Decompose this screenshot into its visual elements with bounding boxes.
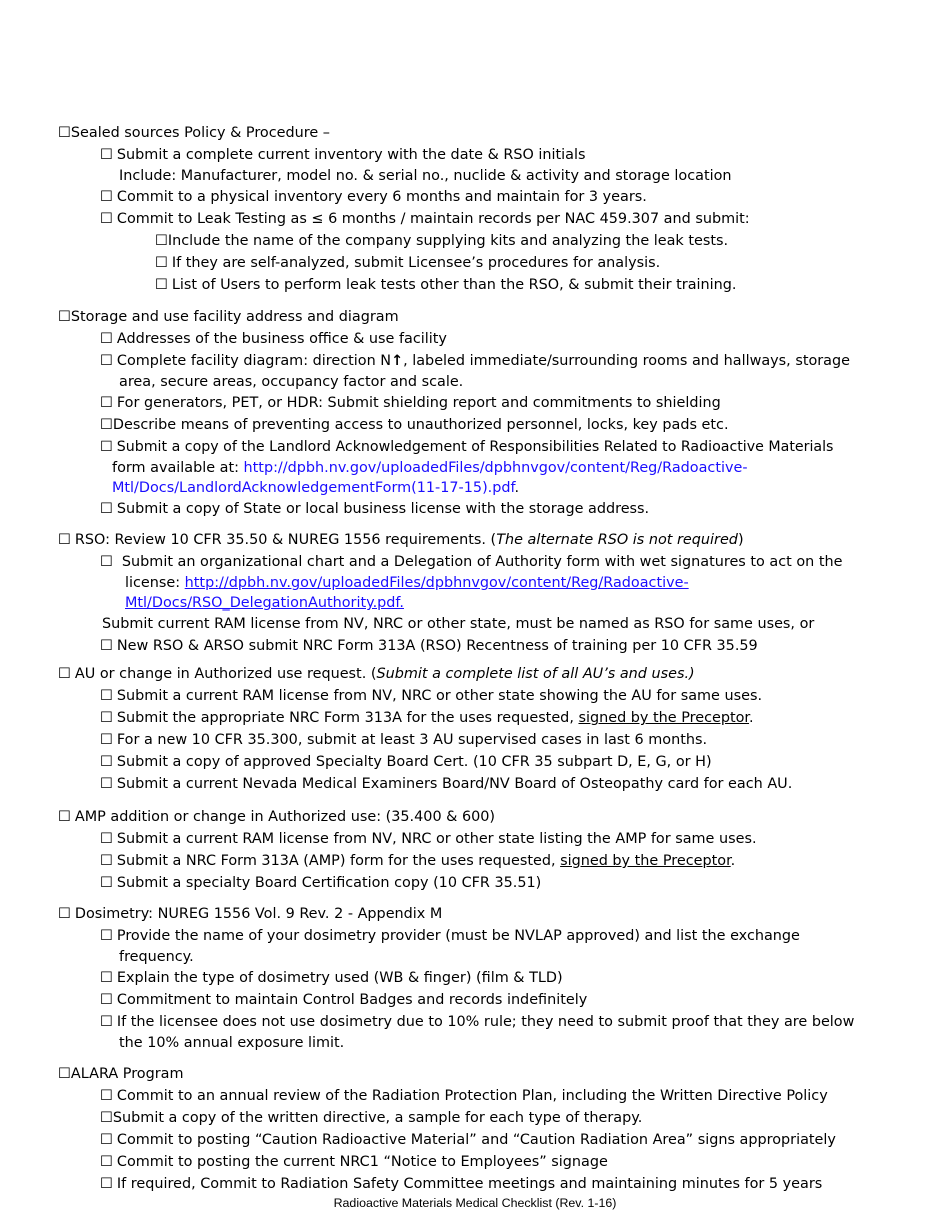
list-item: ☐ Commit to Leak Testing as ≤ 6 months / maintain records per NAC 459.307 and submit: xyxy=(58,208,928,230)
checkbox-icon[interactable]: ☐ xyxy=(58,1066,71,1082)
list-item: ☐ Submit an organizational chart and a Delegation of Authority form with wet signatures to act on the xyxy=(58,551,928,573)
sub-item: ☐ List of Users to perform leak tests other than the RSO, & submit their training. xyxy=(58,274,928,296)
checkbox-icon[interactable]: ☐ xyxy=(100,754,113,770)
checkbox-icon[interactable]: ☐ xyxy=(100,417,113,433)
list-item: ☐ If required, Commit to Radiation Safety Committee meetings and maintaining minutes for 5 years xyxy=(58,1173,928,1195)
section-title: ☐Storage and use facility address and diagram xyxy=(58,306,928,328)
list-item: ☐ Submit a copy of State or local business license with the storage address. xyxy=(58,498,928,520)
section-sealed-sources xyxy=(58,122,928,296)
section-title: ☐ Dosimetry: NUREG 1556 Vol. 9 Rev. 2 - Appendix M xyxy=(58,903,928,925)
checkbox-icon[interactable]: ☐ xyxy=(100,147,113,163)
checkbox-icon[interactable]: ☐ xyxy=(100,353,113,369)
list-item: ☐ Submit a copy of the Landlord Acknowledgement of Responsibilities Related to Radioactive Materials xyxy=(58,436,928,458)
checkbox-icon[interactable]: ☐ xyxy=(100,875,113,891)
list-item: ☐ Submit a current Nevada Medical Examiners Board/NV Board of Osteopathy card for each AU. xyxy=(58,773,928,795)
list-item: ☐ For a new 10 CFR 35.300, submit at least 3 AU supervised cases in last 6 months. xyxy=(58,729,928,751)
section-amp xyxy=(58,806,928,894)
checkbox-icon[interactable]: ☐ xyxy=(100,501,113,517)
list-item-continuation: Mtl/Docs/LandlordAcknowledgementForm(11-17-15).pdf. xyxy=(112,480,520,496)
checkbox-icon[interactable]: ☐ xyxy=(100,1176,113,1192)
section-alara xyxy=(58,1063,928,1195)
checkbox-icon[interactable]: ☐ xyxy=(100,1154,113,1170)
north-arrow-icon: ↑ xyxy=(391,353,404,369)
list-item: ☐ New RSO & ARSO submit NRC Form 313A (RSO) Recentness of training per 10 CFR 35.59 xyxy=(58,635,928,657)
section-title: ☐ AU or change in Authorized use request. (Submit a complete list of all AU’s and uses.) xyxy=(58,663,928,685)
checkbox-icon[interactable]: ☐ xyxy=(58,666,71,682)
list-item: ☐ Submit a current RAM license from NV, NRC or other state listing the AMP for same uses. xyxy=(58,828,928,850)
checkbox-icon[interactable]: ☐ xyxy=(58,125,71,141)
list-item: ☐ Submit the appropriate NRC Form 313A for the uses requested, signed by the Preceptor. xyxy=(58,707,928,729)
checkbox-icon[interactable]: ☐ xyxy=(58,809,71,825)
checkbox-icon[interactable]: ☐ xyxy=(100,732,113,748)
list-item: ☐ Provide the name of your dosimetry provider (must be NVLAP approved) and list the exchange xyxy=(58,925,928,947)
checkbox-icon[interactable]: ☐ xyxy=(100,1014,113,1030)
list-item: ☐ Complete facility diagram: direction N↑, labeled immediate/surrounding rooms and hallways, storage xyxy=(58,350,928,372)
checkbox-icon[interactable]: ☐ xyxy=(100,831,113,847)
list-item: ☐ Submit a complete current inventory with the date & RSO initials xyxy=(58,144,928,166)
checkbox-icon[interactable]: ☐ xyxy=(100,1110,113,1126)
landlord-form-link-cont[interactable]: Mtl/Docs/LandlordAcknowledgementForm(11-17-15).pdf xyxy=(112,480,515,496)
list-item: ☐ For generators, PET, or HDR: Submit shielding report and commitments to shielding xyxy=(58,392,928,414)
checkbox-icon[interactable]: ☐ xyxy=(100,710,113,726)
list-item: ☐ Commit to posting the current NRC1 “Notice to Employees” signage xyxy=(58,1151,928,1173)
checkbox-icon[interactable]: ☐ xyxy=(100,928,113,944)
list-item: ☐ Submit a copy of approved Specialty Board Cert. (10 CFR 35 subpart D, E, G, or H) xyxy=(58,751,928,773)
section-dosimetry xyxy=(58,903,928,1053)
landlord-form-link[interactable]: http://dpbh.nv.gov/uploadedFiles/dpbhnvgov/content/Reg/Radoactive- xyxy=(243,460,748,476)
checkbox-icon[interactable]: ☐ xyxy=(100,688,113,704)
rso-delegation-link[interactable]: http://dpbh.nv.gov/uploadedFiles/dpbhnvgov/content/Reg/Radoactive- xyxy=(184,575,689,591)
checkbox-icon[interactable]: ☐ xyxy=(100,776,113,792)
checkbox-icon[interactable]: ☐ xyxy=(155,255,168,271)
list-item: ☐ Commit to a physical inventory every 6 months and maintain for 3 years. xyxy=(58,186,928,208)
list-item: Submit current RAM license from NV, NRC or other state, must be named as RSO for same uses, or xyxy=(102,616,815,632)
list-item: ☐ Explain the type of dosimetry used (WB & finger) (film & TLD) xyxy=(58,967,928,989)
checkbox-icon[interactable]: ☐ xyxy=(100,395,113,411)
checkbox-icon[interactable]: ☐ xyxy=(100,189,113,205)
section-title: ☐ RSO: Review 10 CFR 35.50 & NUREG 1556 requirements. (The alternate RSO is not required) xyxy=(58,529,928,551)
list-item: ☐ Commit to an annual review of the Radiation Protection Plan, including the Written Directive Policy xyxy=(58,1085,928,1107)
list-item: ☐Submit a copy of the written directive, a sample for each type of therapy. xyxy=(58,1107,928,1129)
list-item-continuation: area, secure areas, occupancy factor and scale. xyxy=(119,374,464,390)
list-item: ☐ Commitment to maintain Control Badges and records indefinitely xyxy=(58,989,928,1011)
checkbox-icon[interactable]: ☐ xyxy=(100,554,113,570)
list-item-continuation xyxy=(58,593,928,613)
list-item-continuation: license: http://dpbh.nv.gov/uploadedFiles/dpbhnvgov/content/Reg/Radoactive- xyxy=(125,575,689,591)
checkbox-icon[interactable]: ☐ xyxy=(58,309,71,325)
checkbox-icon[interactable]: ☐ xyxy=(100,992,113,1008)
checkbox-icon[interactable]: ☐ xyxy=(58,532,71,548)
checkbox-icon[interactable]: ☐ xyxy=(100,331,113,347)
checkbox-icon[interactable]: ☐ xyxy=(100,1088,113,1104)
checkbox-icon[interactable]: ☐ xyxy=(100,970,113,986)
checkbox-icon[interactable]: ☐ xyxy=(100,439,113,455)
checkbox-icon[interactable]: ☐ xyxy=(58,906,71,922)
sub-item: ☐ If they are self-analyzed, submit Licensee’s procedures for analysis. xyxy=(58,252,928,274)
rso-delegation-link-cont[interactable]: Mtl/Docs/RSO_DelegationAuthority.pdf. xyxy=(125,595,404,611)
list-item: ☐ Addresses of the business office & use facility xyxy=(58,328,928,350)
list-item: ☐ Submit a current RAM license from NV, NRC or other state showing the AU for same uses. xyxy=(58,685,928,707)
list-item-continuation: form available at: http://dpbh.nv.gov/uploadedFiles/dpbhnvgov/content/Reg/Radoactive- xyxy=(112,460,748,476)
section-title: ☐Sealed sources Policy & Procedure – xyxy=(58,122,928,144)
list-item-continuation: frequency. xyxy=(119,949,194,965)
section-title: ☐ALARA Program xyxy=(58,1063,928,1085)
list-item: ☐ If the licensee does not use dosimetry due to 10% rule; they need to submit proof that they are below xyxy=(58,1011,928,1033)
checkbox-icon[interactable]: ☐ xyxy=(100,853,113,869)
list-item: ☐ Submit a specialty Board Certification copy (10 CFR 35.51) xyxy=(58,872,928,894)
section-rso xyxy=(58,529,928,657)
list-item-continuation: Include: Manufacturer, model no. & serial no., nuclide & activity and storage location xyxy=(119,168,732,184)
list-item: ☐Describe means of preventing access to unauthorized personnel, locks, key pads etc. xyxy=(58,414,928,436)
list-item: ☐ Submit a NRC Form 313A (AMP) form for the uses requested, signed by the Preceptor. xyxy=(58,850,928,872)
list-item-continuation: the 10% annual exposure limit. xyxy=(119,1035,345,1051)
checkbox-icon[interactable]: ☐ xyxy=(155,277,168,293)
checkbox-icon[interactable]: ☐ xyxy=(100,211,113,227)
page-footer: Radioactive Materials Medical Checklist (Rev. 1-16) xyxy=(333,1196,617,1210)
checkbox-icon[interactable]: ☐ xyxy=(100,1132,113,1148)
section-au xyxy=(58,663,928,795)
list-item: ☐ Commit to posting “Caution Radioactive Material” and “Caution Radiation Area” signs appropriately xyxy=(58,1129,928,1151)
section-storage xyxy=(58,306,928,520)
section-title: ☐ AMP addition or change in Authorized use: (35.400 & 600) xyxy=(58,806,928,828)
checkbox-icon[interactable]: ☐ xyxy=(155,233,168,249)
checkbox-icon[interactable]: ☐ xyxy=(100,638,113,654)
sub-item: ☐Include the name of the company supplying kits and analyzing the leak tests. xyxy=(58,230,928,252)
